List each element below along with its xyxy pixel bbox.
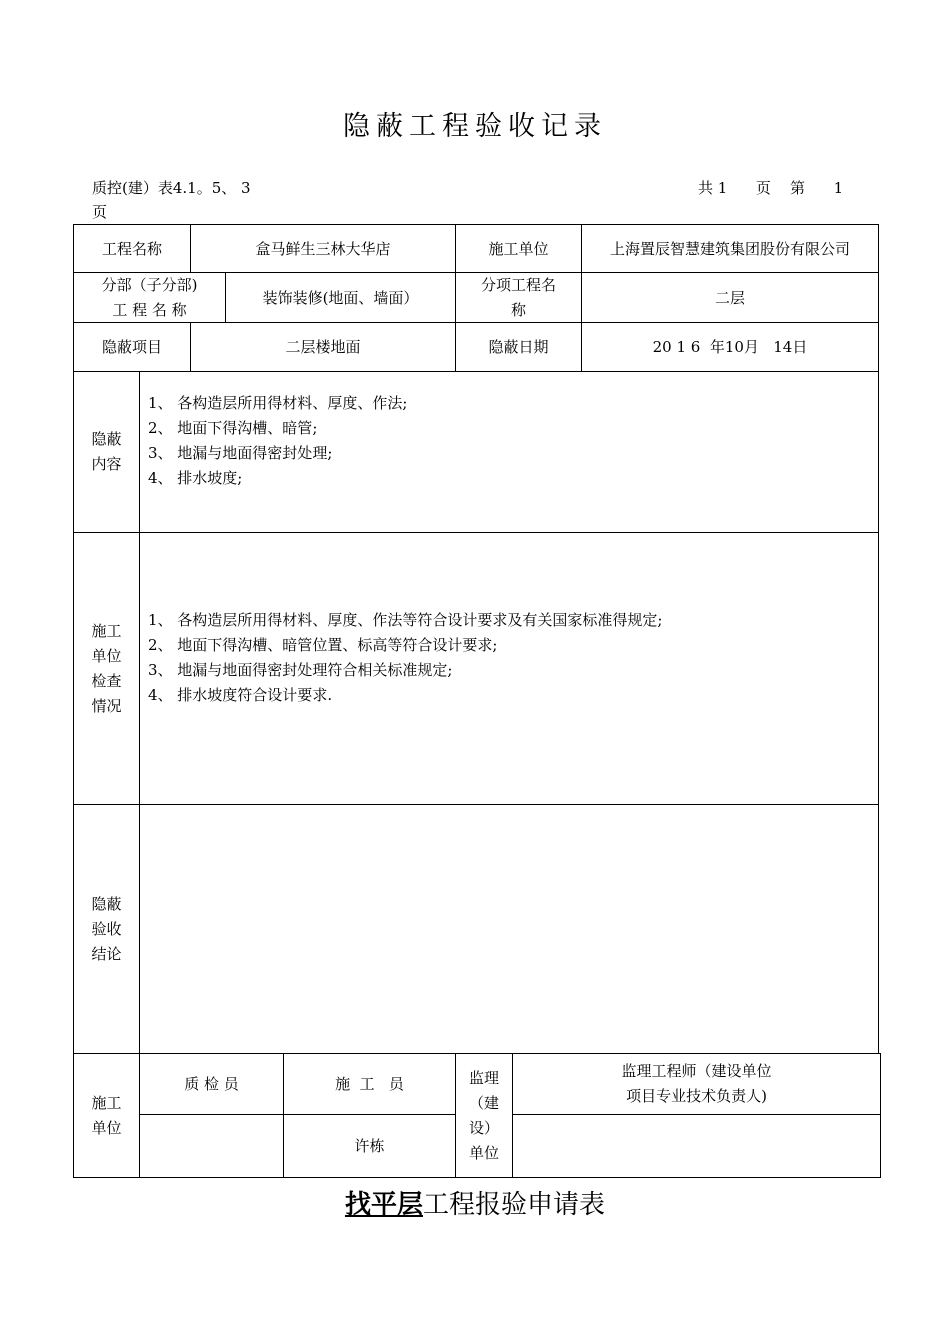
form-code-line1: 质控(建）表4.1。5、 3: [92, 179, 251, 197]
project-name-value: 盒马鲜生三林大华店: [255, 239, 391, 258]
subitem-label-line1: 分项工程名: [480, 275, 556, 294]
concealed-date-label: 隐蔽日期: [488, 338, 549, 356]
engineer-label-line1: 监理工程师（建设单位: [621, 1062, 772, 1080]
supervisor-label: [456, 1054, 512, 1177]
inspection-item: 4、 排水坡度符合设计要求.: [148, 686, 333, 704]
division-label-line1: 分部（子分部): [101, 275, 198, 294]
engineer-label-line2: 项目专业技术负责人): [626, 1087, 767, 1105]
signature-unit-label: [74, 1054, 139, 1177]
supervisor-label-line1: 监理: [468, 1068, 499, 1087]
contractor-value: 上海置辰智慧建筑集团股份有限公司: [609, 239, 850, 258]
form-code-line2: 页: [92, 203, 108, 221]
content-item: 3、 地漏与地面得密封处理;: [148, 444, 333, 462]
content-list: [148, 391, 407, 491]
inspection-section-label: [74, 533, 139, 804]
supervisor-label-line4: 单位: [468, 1143, 499, 1162]
inspector-label: 质 检 员: [184, 1075, 239, 1093]
conclusion-label-line3: 结论: [91, 944, 122, 963]
supervisor-label-line2: （建: [468, 1093, 499, 1112]
inspection-item: 3、 地漏与地面得密封处理符合相关标准规定;: [148, 661, 453, 679]
conclusion-field[interactable]: [140, 805, 878, 1053]
subitem-label-line2: 称: [510, 300, 526, 319]
inspection-list: [148, 608, 662, 708]
concealed-date-value: 20 1 6 年10月 14日: [652, 338, 808, 356]
engineer-label: [513, 1054, 880, 1114]
document-title: 隐蔽工程验收记录: [343, 111, 607, 142]
conclusion-section-label: [74, 805, 139, 1053]
unit-label-line1: 施工: [91, 1093, 122, 1112]
inspector-signature-field[interactable]: [140, 1115, 283, 1177]
page-info: 共 1 页 第 1: [698, 179, 844, 197]
division-value: 装饰装修(地面、墙面）: [262, 288, 419, 307]
worker-label: 施 工 员: [335, 1075, 404, 1093]
content-item: 4、 排水坡度;: [148, 469, 243, 487]
next-form-title-rest: 工程报验申请表: [423, 1190, 606, 1220]
concealed-item-value: 二层楼地面: [285, 338, 361, 356]
content-label-line1: 隐蔽: [91, 430, 122, 448]
division-label: [74, 273, 225, 322]
subitem-label: [456, 273, 581, 322]
inspection-item: 1、 各构造层所用得材料、厚度、作法等符合设计要求及有关国家标准得规定;: [148, 611, 663, 629]
project-name-label: 工程名称: [101, 239, 162, 258]
conclusion-label-line2: 验收: [91, 919, 122, 938]
subitem-value: 二层: [714, 288, 745, 307]
inspection-label-line1: 施工: [91, 621, 122, 640]
form-code: [92, 176, 251, 224]
conclusion-label-line1: 隐蔽: [91, 894, 122, 913]
next-form-title: [0, 1184, 950, 1221]
division-label-line2: 工 程 名 称: [112, 300, 187, 319]
engineer-signature-field[interactable]: [513, 1115, 880, 1177]
concealed-item-label: 隐蔽项目: [101, 338, 162, 356]
content-item: 2、 地面下得沟槽、暗管;: [148, 419, 318, 437]
unit-label-line2: 单位: [91, 1118, 122, 1137]
content-section-label: [74, 372, 139, 532]
inspection-item: 2、 地面下得沟槽、暗管位置、标高等符合设计要求;: [148, 636, 498, 654]
inspection-label-line2: 单位: [91, 646, 122, 665]
content-label-line2: 内容: [91, 455, 122, 473]
worker-name: 许栋: [354, 1137, 385, 1155]
content-item: 1、 各构造层所用得材料、厚度、作法;: [148, 394, 408, 412]
inspection-label-line3: 检查: [91, 671, 122, 690]
next-form-title-bold: 找平层: [344, 1190, 423, 1220]
inspection-label-line4: 情况: [91, 696, 122, 715]
contractor-label: 施工单位: [488, 239, 549, 258]
supervisor-label-line3: 设）: [468, 1118, 499, 1137]
